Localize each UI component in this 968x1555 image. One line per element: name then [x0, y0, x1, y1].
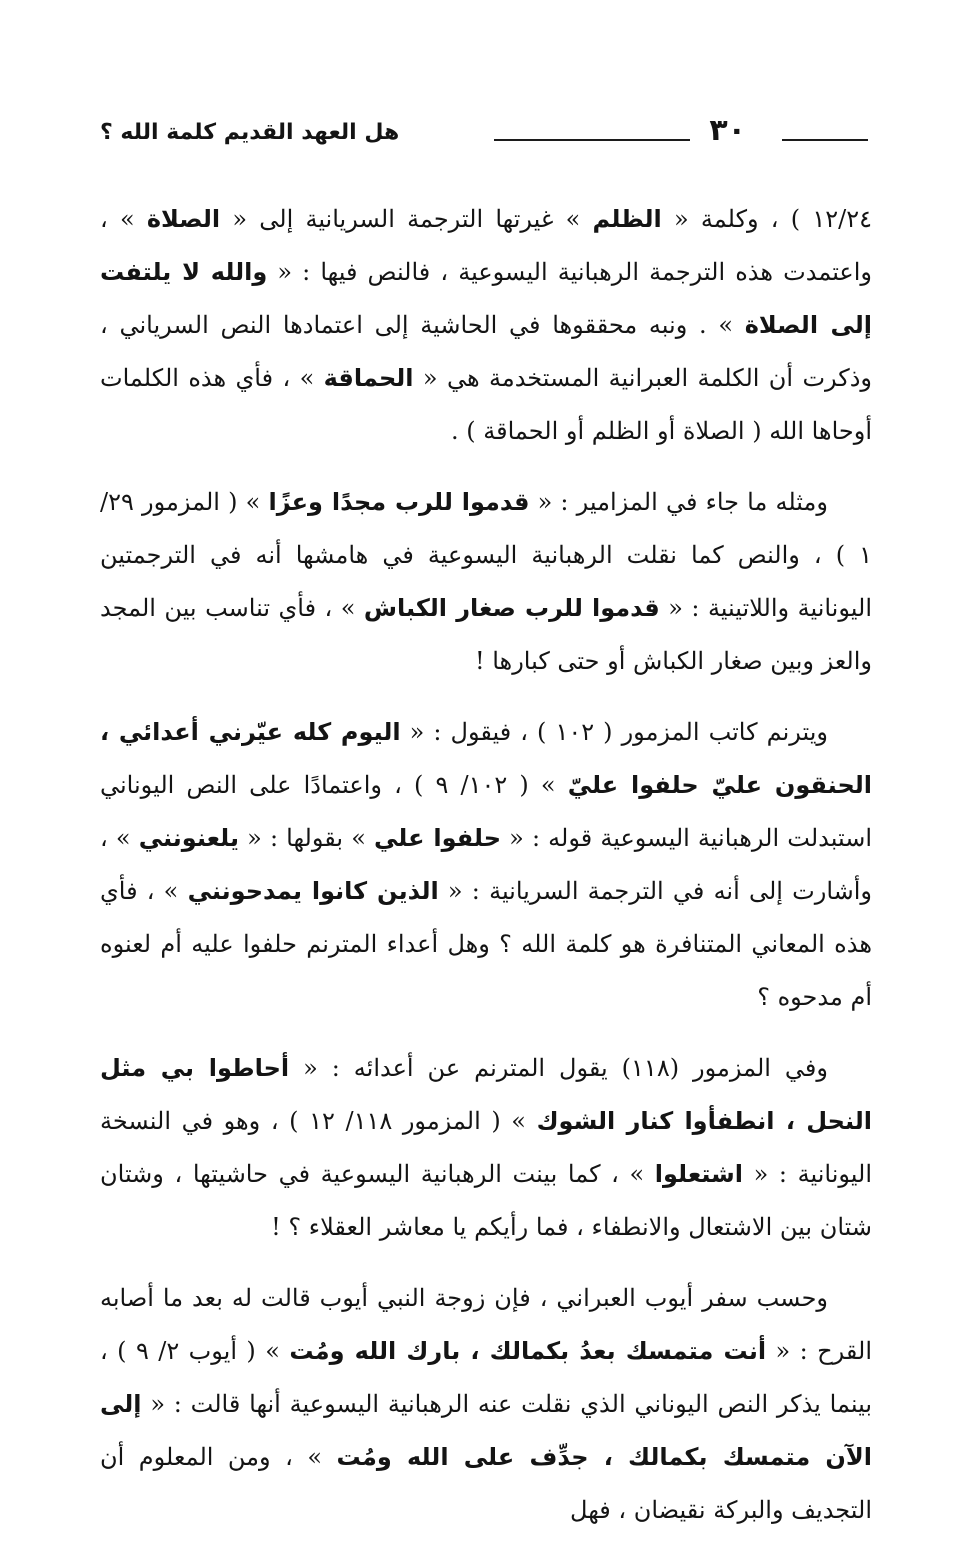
- paragraph-text: ومثله ما جاء في المزامير : «: [529, 488, 828, 516]
- quoted-text: الذين كانوا يمدحونني: [187, 877, 439, 905]
- paragraph-text: وفي المزمور (١١٨) يقول المترنم عن أعدائه : «: [289, 1054, 828, 1082]
- paragraph-text: » غيرتها الترجمة السريانية إلى «: [220, 205, 593, 233]
- paragraph-text: ويترنم كاتب المزمور ( ١٠٢ ) ، فيقول : «: [400, 718, 829, 746]
- quoted-text: اليوم كله عيّرني أعدائي ، الحنقون عليّ حلفوا عليّ: [100, 718, 873, 799]
- header-rule-middle: [494, 139, 690, 141]
- quoted-text: إلى الآن متمسك بكمالك ، جدِّف على الله ومُت: [100, 1390, 873, 1471]
- running-title: هل العهد القديم كلمة الله ؟: [100, 120, 400, 145]
- quoted-text: أنت متمسك بعدُ بكمالك ، بارك الله ومُت: [289, 1337, 767, 1365]
- quoted-text: يلعنونني: [138, 824, 239, 852]
- paragraph-1: [100, 193, 872, 458]
- quoted-text: الحماقة: [323, 364, 414, 392]
- body-text: [100, 193, 872, 1555]
- paragraph-text: » ، فأي هذه المعاني المتنافرة هو كلمة الله ؟ وهل أعداء المترنم حلفوا عليه أم لعنوه أم مدحوه ؟: [100, 877, 872, 1011]
- paragraph-text: » ( أيوب ٢/ ٩ ) ، بينما يذكر النص اليوناني الذي نقلت عنه الرهبانية اليسوعية أنها قالت : «: [100, 1337, 872, 1418]
- paragraph-text: » ، فأي تناسب بين المجد والعز وبين صغار الكباش أو حتى كبارها !: [100, 594, 872, 675]
- quoted-text: الصلاة: [146, 205, 221, 233]
- page-number: ٣٠: [709, 113, 746, 148]
- paragraph-5: [100, 1272, 872, 1537]
- paragraph-text: » ، وأشارت إلى أنه في الترجمة السريانية : «: [100, 824, 872, 905]
- paragraph-text: ١٢/٢٤ ) ، وكلمة «: [661, 205, 873, 233]
- paragraph-text: » بقولها : «: [239, 824, 375, 852]
- header-rule-right: [782, 139, 868, 141]
- paragraph-text: » ، ومن المعلوم أن التجديف والبركة نقيضان ، فهل: [100, 1443, 872, 1524]
- paragraph-text: » ( المزمور ٢٩/ ١ ) ، والنص كما نقلت الرهبانية اليسوعية في هامشها أنه في الترجمتين اليونانية واللاتينية : «: [100, 488, 872, 622]
- quoted-text: قدموا للرب مجدًا وعزًا: [268, 488, 530, 516]
- paragraph-text: » ، كما بينت الرهبانية اليسوعية في حاشيتها ، وشتان شتان بين الاشتعال والانطفاء ، فما رأيكم يا معاشر العقلاء ؟ !: [100, 1160, 872, 1241]
- quoted-text: والله لا يلتفت إلى الصلاة: [100, 258, 873, 339]
- paragraph-4: [100, 1042, 872, 1254]
- quoted-text: الظلم: [592, 205, 662, 233]
- paragraph-text: » ، واعتمدت هذه الترجمة الرهبانية اليسوعية ، فالنص فيها : «: [100, 205, 873, 286]
- paragraph-text: » ( ١٠٢/ ٩ ) ، واعتمادًا على النص اليوناني استبدلت الرهبانية اليسوعية قوله : «: [100, 771, 873, 852]
- running-header: [100, 112, 868, 152]
- paragraph-3: [100, 706, 872, 1024]
- quoted-text: حلفوا علي: [374, 824, 501, 852]
- paragraph-text: » ( المزمور ١١٨/ ١٢ ) ، وهو في النسخة اليونانية : «: [100, 1107, 872, 1188]
- paragraph-text: » ، فأي هذه الكلمات أوحاها الله ( الصلاة أو الظلم أو الحماقة ) .: [100, 364, 872, 445]
- paragraph-text: » . ونبه محققوها في الحاشية إلى اعتمادها النص السرياني ، وذكرت أن الكلمة العبرانية المستخدمة هي «: [100, 311, 873, 392]
- quoted-text: أحاطوا بي مثل النحل ، انطفأوا كنار الشوك: [100, 1054, 872, 1135]
- paragraph-text: وحسب سفر أيوب العبراني ، فإن زوجة النبي أيوب قالت له بعد ما أصابه القرح : «: [100, 1284, 872, 1365]
- quoted-text: اشتعلوا: [654, 1160, 743, 1188]
- quoted-text: قدموا للرب صغار الكباش: [363, 594, 660, 622]
- paragraph-2: [100, 476, 872, 688]
